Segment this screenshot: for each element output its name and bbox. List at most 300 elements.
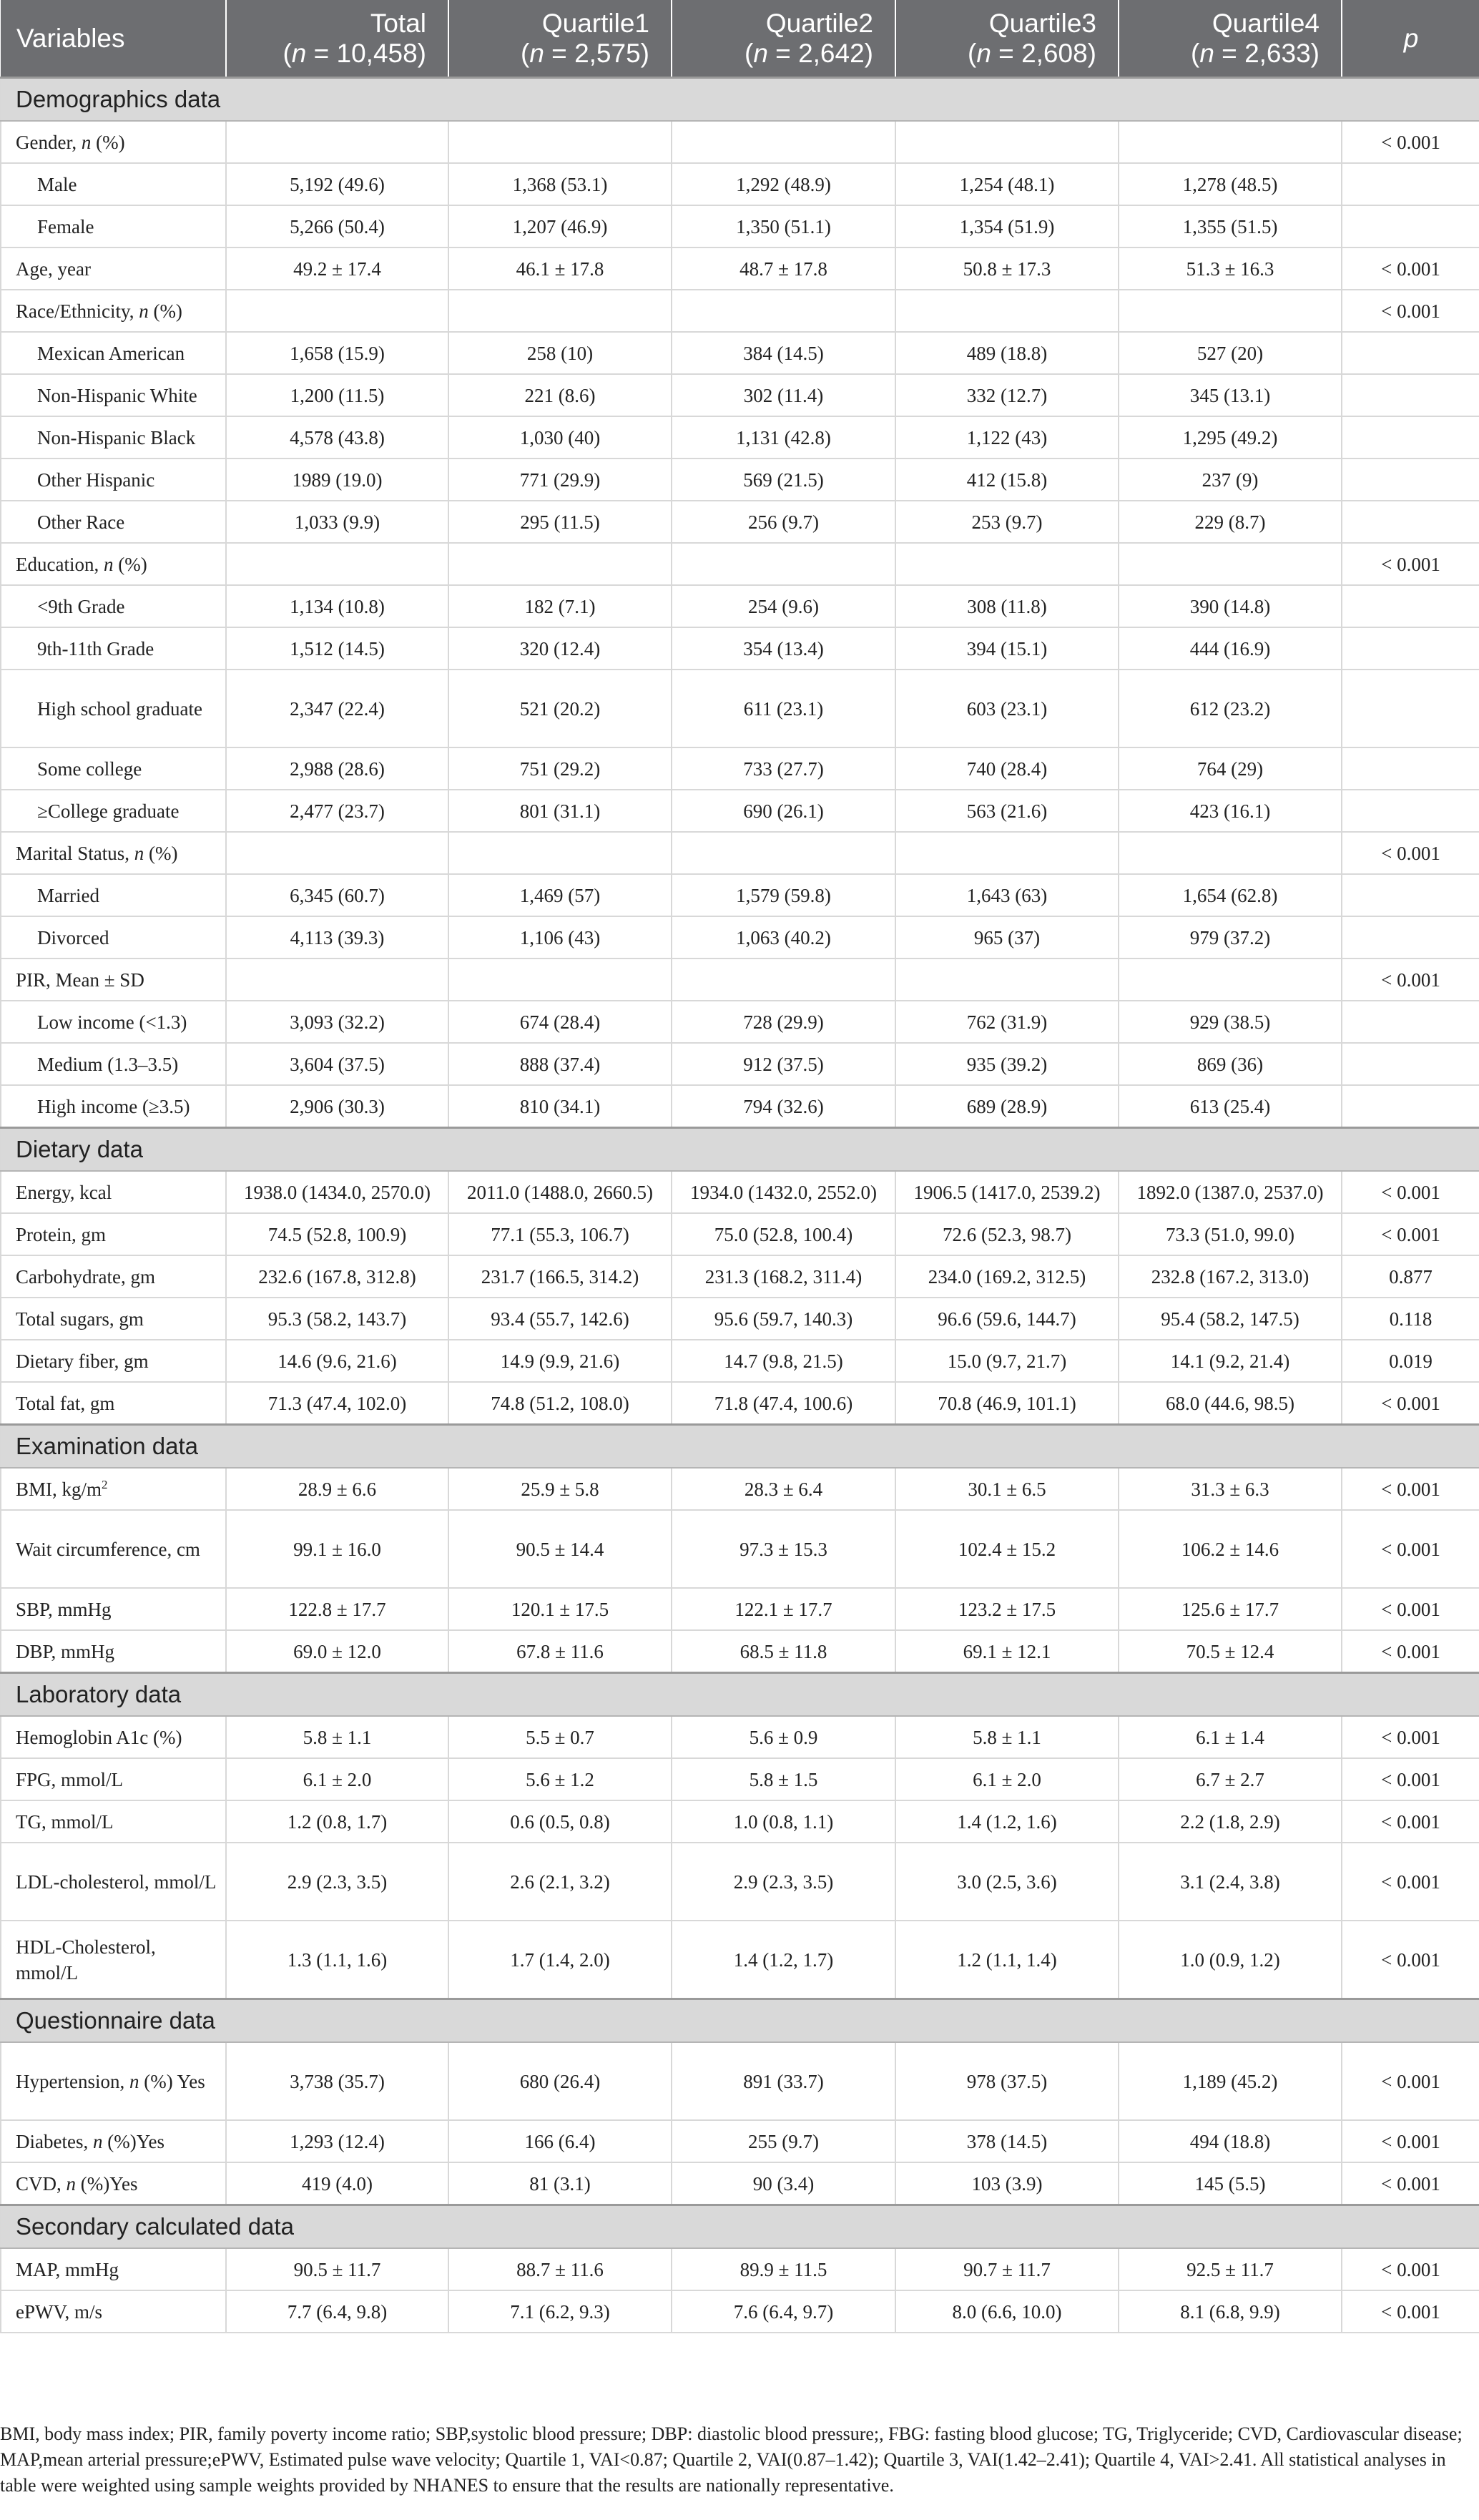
row-label: [1, 332, 226, 374]
value-cell: 345 (13.1): [1119, 374, 1342, 416]
table-row: [1, 1382, 1479, 1425]
p-value-cell: < 0.001: [1342, 2120, 1479, 2162]
p-value-cell: < 0.001: [1342, 290, 1479, 332]
value-cell: 3,738 (35.7): [226, 2042, 448, 2120]
value-cell: 232.8 (167.2, 313.0): [1119, 1255, 1342, 1298]
p-value-cell: < 0.001: [1342, 1510, 1479, 1588]
value-cell: 1,292 (48.9): [672, 163, 895, 205]
row-label-text: Wait circumference, cm: [16, 1538, 200, 1560]
table-row: [1, 2248, 1479, 2290]
p-value-cell: < 0.001: [1342, 1171, 1479, 1213]
value-cell: 70.8 (46.9, 101.1): [895, 1382, 1119, 1425]
header-total: Total (n = 10,458): [226, 0, 448, 78]
table-row: [1, 1171, 1479, 1213]
value-cell: 2,477 (23.7): [226, 790, 448, 832]
table-row: [1, 1588, 1479, 1630]
header-quartile4: Quartile4 (n = 2,633): [1119, 0, 1342, 78]
header-p: p: [1342, 0, 1479, 78]
value-cell: 1,122 (43): [895, 416, 1119, 459]
value-cell: 15.0 (9.7, 21.7): [895, 1340, 1119, 1382]
value-cell: 603 (23.1): [895, 670, 1119, 747]
value-cell: 1.0 (0.8, 1.1): [672, 1800, 895, 1843]
row-label: [1, 2120, 226, 2162]
row-label: [1, 1843, 226, 1921]
p-value-cell: 0.877: [1342, 1255, 1479, 1298]
value-cell: 255 (9.7): [672, 2120, 895, 2162]
value-cell: 419 (4.0): [226, 2162, 448, 2205]
row-label-text: Other Race: [37, 511, 125, 533]
value-cell: 1,030 (40): [448, 416, 672, 459]
value-cell: 762 (31.9): [895, 1001, 1119, 1043]
table-row: [1, 916, 1479, 959]
section-header-row: [1, 1673, 1479, 1717]
value-cell: 3.0 (2.5, 3.6): [895, 1843, 1119, 1921]
value-cell: 123.2 ± 17.5: [895, 1588, 1119, 1630]
value-cell: 521 (20.2): [448, 670, 672, 747]
p-value-cell: < 0.001: [1342, 1716, 1479, 1758]
value-cell: 1.4 (1.2, 1.7): [672, 1921, 895, 1999]
row-label-text: Married: [37, 884, 99, 906]
value-cell: 6.1 ± 1.4: [1119, 1716, 1342, 1758]
value-cell: 14.6 (9.6, 21.6): [226, 1340, 448, 1382]
row-label: [1, 747, 226, 790]
table-row: [1, 290, 1479, 332]
value-cell: 229 (8.7): [1119, 501, 1342, 543]
p-value-cell: 0.019: [1342, 1340, 1479, 1382]
value-cell: 5.8 ± 1.5: [672, 1758, 895, 1800]
value-cell: 232.6 (167.8, 312.8): [226, 1255, 448, 1298]
value-cell: 68.5 ± 11.8: [672, 1630, 895, 1673]
value-cell: 2,988 (28.6): [226, 747, 448, 790]
row-label: [1, 1630, 226, 1673]
value-cell: 14.1 (9.2, 21.4): [1119, 1340, 1342, 1382]
row-label: [1, 1382, 226, 1425]
row-label-text: MAP, mmHg: [16, 2258, 119, 2280]
section-title: Demographics data: [1, 78, 1479, 122]
row-label: [1, 1340, 226, 1382]
value-cell: 49.2 ± 17.4: [226, 247, 448, 290]
value-cell: 929 (38.5): [1119, 1001, 1342, 1043]
p-value-cell: < 0.001: [1342, 1800, 1479, 1843]
value-cell: 612 (23.2): [1119, 670, 1342, 747]
value-cell: 2.9 (2.3, 3.5): [672, 1843, 895, 1921]
row-label-text: ePWV, m/s: [16, 2300, 103, 2323]
value-cell: 71.8 (47.4, 100.6): [672, 1382, 895, 1425]
value-cell: 237 (9): [1119, 459, 1342, 501]
row-label: [1, 1800, 226, 1843]
table-row: [1, 1255, 1479, 1298]
table-row: [1, 163, 1479, 205]
value-cell: 1938.0 (1434.0, 2570.0): [226, 1171, 448, 1213]
value-cell: 689 (28.9): [895, 1085, 1119, 1128]
value-cell: 1892.0 (1387.0, 2537.0): [1119, 1171, 1342, 1213]
value-cell: 74.5 (52.8, 100.9): [226, 1213, 448, 1255]
value-cell: 1,368 (53.1): [448, 163, 672, 205]
section-title: Secondary calculated data: [1, 2205, 1479, 2249]
p-value-cell: < 0.001: [1342, 1758, 1479, 1800]
value-cell: 67.8 ± 11.6: [448, 1630, 672, 1673]
header-quartile1: Quartile1 (n = 2,575): [448, 0, 672, 78]
row-label: [1, 1588, 226, 1630]
p-value-cell: < 0.001: [1342, 2042, 1479, 2120]
row-label-text: HDL-Cholesterol, mmol/L: [16, 1936, 156, 1984]
p-value-cell: < 0.001: [1342, 2290, 1479, 2333]
row-label: [1, 1758, 226, 1800]
p-value-cell: < 0.001: [1342, 1213, 1479, 1255]
value-cell: 99.1 ± 16.0: [226, 1510, 448, 1588]
p-value-cell: [1342, 163, 1479, 205]
value-cell: 6.1 ± 2.0: [895, 1758, 1119, 1800]
value-cell: 1989 (19.0): [226, 459, 448, 501]
value-cell: 2.2 (1.8, 2.9): [1119, 1800, 1342, 1843]
value-cell: 891 (33.7): [672, 2042, 895, 2120]
value-cell: 46.1 ± 17.8: [448, 247, 672, 290]
row-label-text: Mexican American: [37, 342, 185, 364]
p-value-cell: [1342, 501, 1479, 543]
value-cell: 74.8 (51.2, 108.0): [448, 1382, 672, 1425]
value-cell: 122.1 ± 17.7: [672, 1588, 895, 1630]
value-cell: 1.7 (1.4, 2.0): [448, 1921, 672, 1999]
value-cell: 5,266 (50.4): [226, 205, 448, 247]
row-label: [1, 416, 226, 459]
row-label: [1, 1043, 226, 1085]
p-value-cell: [1342, 1001, 1479, 1043]
table-row: [1, 747, 1479, 790]
value-cell: 494 (18.8): [1119, 2120, 1342, 2162]
value-cell: 444 (16.9): [1119, 627, 1342, 670]
value-cell: 90.5 ± 14.4: [448, 1510, 672, 1588]
value-cell: 102.4 ± 15.2: [895, 1510, 1119, 1588]
table-row: [1, 959, 1479, 1001]
value-cell: [226, 290, 448, 332]
row-label: [1, 2042, 226, 2120]
table-row: [1, 832, 1479, 874]
p-value-cell: < 0.001: [1342, 1468, 1479, 1510]
row-label: [1, 874, 226, 916]
row-label-text: ≥College graduate: [37, 800, 180, 822]
table-row: [1, 790, 1479, 832]
value-cell: [895, 290, 1119, 332]
value-cell: [1119, 959, 1342, 1001]
value-cell: 90.7 ± 11.7: [895, 2248, 1119, 2290]
value-cell: 0.6 (0.5, 0.8): [448, 1800, 672, 1843]
value-cell: 740 (28.4): [895, 747, 1119, 790]
value-cell: 103 (3.9): [895, 2162, 1119, 2205]
row-label-text: Marital Status,: [16, 842, 134, 864]
value-cell: 234.0 (169.2, 312.5): [895, 1255, 1119, 1298]
value-cell: 302 (11.4): [672, 374, 895, 416]
row-label-suffix: (%): [148, 300, 182, 322]
row-label: [1, 501, 226, 543]
value-cell: 378 (14.5): [895, 2120, 1119, 2162]
value-cell: [448, 290, 672, 332]
p-value-cell: < 0.001: [1342, 959, 1479, 1001]
value-cell: 2,347 (22.4): [226, 670, 448, 747]
value-cell: 31.3 ± 6.3: [1119, 1468, 1342, 1510]
row-label-text: Non-Hispanic Black: [37, 426, 196, 448]
table-row: [1, 874, 1479, 916]
row-label: [1, 247, 226, 290]
value-cell: 48.7 ± 17.8: [672, 247, 895, 290]
p-value-cell: < 0.001: [1342, 2248, 1479, 2290]
table-row: [1, 627, 1479, 670]
row-label: [1, 1510, 226, 1588]
value-cell: 1.0 (0.9, 1.2): [1119, 1921, 1342, 1999]
row-label-text: Medium (1.3–3.5): [37, 1053, 179, 1075]
table-row: [1, 205, 1479, 247]
value-cell: 7.6 (6.4, 9.7): [672, 2290, 895, 2333]
section-header-row: [1, 2205, 1479, 2249]
value-cell: [448, 543, 672, 585]
value-cell: 1,063 (40.2): [672, 916, 895, 959]
value-cell: 120.1 ± 17.5: [448, 1588, 672, 1630]
value-cell: 771 (29.9): [448, 459, 672, 501]
row-label-text: Some college: [37, 758, 142, 780]
value-cell: 90.5 ± 11.7: [226, 2248, 448, 2290]
table-row: [1, 1468, 1479, 1510]
section-header-row: [1, 78, 1479, 122]
row-label-text: PIR, Mean ± SD: [16, 969, 144, 991]
value-cell: 1.2 (1.1, 1.4): [895, 1921, 1119, 1999]
value-cell: 888 (37.4): [448, 1043, 672, 1085]
row-label: [1, 2162, 226, 2205]
value-cell: 231.7 (166.5, 314.2): [448, 1255, 672, 1298]
value-cell: 70.5 ± 12.4: [1119, 1630, 1342, 1673]
row-label-text: Divorced: [37, 926, 109, 948]
value-cell: 680 (26.4): [448, 2042, 672, 2120]
value-cell: 88.7 ± 11.6: [448, 2248, 672, 2290]
row-label-text: Female: [37, 215, 94, 237]
value-cell: 1.3 (1.1, 1.6): [226, 1921, 448, 1999]
table-row: [1, 1213, 1479, 1255]
row-label-text: SBP, mmHg: [16, 1598, 112, 1620]
value-cell: 254 (9.6): [672, 585, 895, 627]
table-row: [1, 1800, 1479, 1843]
p-value-cell: [1342, 332, 1479, 374]
row-label-text: 9th-11th Grade: [37, 637, 154, 660]
value-cell: 6.1 ± 2.0: [226, 1758, 448, 1800]
value-cell: 2011.0 (1488.0, 2660.5): [448, 1171, 672, 1213]
row-label: [1, 374, 226, 416]
p-value-cell: [1342, 205, 1479, 247]
value-cell: 5,192 (49.6): [226, 163, 448, 205]
value-cell: 93.4 (55.7, 142.6): [448, 1298, 672, 1340]
section-header-row: [1, 1425, 1479, 1469]
row-label-text: Diabetes,: [16, 2130, 93, 2152]
value-cell: 125.6 ± 17.7: [1119, 1588, 1342, 1630]
row-label: [1, 916, 226, 959]
p-value-cell: < 0.001: [1342, 832, 1479, 874]
row-label: [1, 1085, 226, 1128]
p-value-cell: [1342, 585, 1479, 627]
table-row: [1, 2162, 1479, 2205]
section-title: Examination data: [1, 1425, 1479, 1469]
table-row: [1, 1921, 1479, 1999]
row-label-text: CVD,: [16, 2172, 67, 2195]
table-row: [1, 1001, 1479, 1043]
p-value-cell: < 0.001: [1342, 1630, 1479, 1673]
row-label: [1, 1171, 226, 1213]
value-cell: 810 (34.1): [448, 1085, 672, 1128]
value-cell: [1119, 121, 1342, 163]
value-cell: 30.1 ± 6.5: [895, 1468, 1119, 1510]
row-label: [1, 543, 226, 585]
row-label: [1, 205, 226, 247]
value-cell: 1,654 (62.8): [1119, 874, 1342, 916]
value-cell: [1119, 543, 1342, 585]
value-cell: 390 (14.8): [1119, 585, 1342, 627]
row-label-text: Hemoglobin A1c (%): [16, 1726, 182, 1748]
value-cell: 1,254 (48.1): [895, 163, 1119, 205]
value-cell: 90 (3.4): [672, 2162, 895, 2205]
value-cell: 3,093 (32.2): [226, 1001, 448, 1043]
value-cell: 28.3 ± 6.4: [672, 1468, 895, 1510]
value-cell: 412 (15.8): [895, 459, 1119, 501]
p-value-cell: [1342, 747, 1479, 790]
row-label: [1, 670, 226, 747]
value-cell: 5.6 ± 1.2: [448, 1758, 672, 1800]
p-value-cell: < 0.001: [1342, 1843, 1479, 1921]
row-label-text: FPG, mmol/L: [16, 1768, 124, 1790]
value-cell: 1934.0 (1432.0, 2552.0): [672, 1171, 895, 1213]
value-cell: 75.0 (52.8, 100.4): [672, 1213, 895, 1255]
value-cell: 69.0 ± 12.0: [226, 1630, 448, 1673]
row-label: [1, 1921, 226, 1999]
row-label: [1, 1468, 226, 1510]
table-row: [1, 1843, 1479, 1921]
table-row: [1, 1630, 1479, 1673]
value-cell: 912 (37.5): [672, 1043, 895, 1085]
table-row: [1, 1340, 1479, 1382]
value-cell: 394 (15.1): [895, 627, 1119, 670]
row-label-text: Other Hispanic: [37, 469, 155, 491]
value-cell: 1,579 (59.8): [672, 874, 895, 916]
row-label-italic: n: [134, 842, 144, 864]
value-cell: 2.9 (2.3, 3.5): [226, 1843, 448, 1921]
row-label: [1, 1716, 226, 1758]
p-value-cell: [1342, 1085, 1479, 1128]
value-cell: 106.2 ± 14.6: [1119, 1510, 1342, 1588]
p-value-cell: [1342, 416, 1479, 459]
row-label-text: Gender,: [16, 131, 82, 153]
value-cell: 182 (7.1): [448, 585, 672, 627]
value-cell: 764 (29): [1119, 747, 1342, 790]
table-row: [1, 2290, 1479, 2333]
p-value-cell: [1342, 874, 1479, 916]
header-row: [1, 0, 1479, 78]
value-cell: 1,512 (14.5): [226, 627, 448, 670]
table-row: [1, 2042, 1479, 2120]
row-label-suffix: (%)Yes: [76, 2172, 138, 2195]
value-cell: 28.9 ± 6.6: [226, 1468, 448, 1510]
value-cell: [1119, 290, 1342, 332]
table-row: [1, 1510, 1479, 1588]
value-cell: 6,345 (60.7): [226, 874, 448, 916]
value-cell: 1,643 (63): [895, 874, 1119, 916]
value-cell: [226, 959, 448, 1001]
p-value-cell: [1342, 670, 1479, 747]
row-label-suffix: (%) Yes: [139, 2070, 205, 2092]
value-cell: 1.4 (1.2, 1.6): [895, 1800, 1119, 1843]
value-cell: [226, 543, 448, 585]
row-label-text: BMI, kg/m: [16, 1478, 102, 1500]
row-label-text: DBP, mmHg: [16, 1640, 115, 1662]
value-cell: 4,578 (43.8): [226, 416, 448, 459]
value-cell: 489 (18.8): [895, 332, 1119, 374]
value-cell: 5.8 ± 1.1: [226, 1716, 448, 1758]
p-value-cell: < 0.001: [1342, 1382, 1479, 1425]
row-label-text: Hypertension,: [16, 2070, 129, 2092]
row-label-italic: n: [139, 300, 149, 322]
value-cell: 1,469 (57): [448, 874, 672, 916]
p-value-cell: < 0.001: [1342, 1588, 1479, 1630]
value-cell: [895, 543, 1119, 585]
value-cell: 256 (9.7): [672, 501, 895, 543]
row-label-text: Protein, gm: [16, 1223, 106, 1245]
value-cell: 869 (36): [1119, 1043, 1342, 1085]
value-cell: 1,354 (51.9): [895, 205, 1119, 247]
section-header-row: [1, 1999, 1479, 2043]
p-value-cell: [1342, 627, 1479, 670]
table-row: [1, 501, 1479, 543]
p-value-cell: < 0.001: [1342, 543, 1479, 585]
row-label-superscript: 2: [102, 1477, 108, 1491]
value-cell: 384 (14.5): [672, 332, 895, 374]
row-label-text: Male: [37, 173, 77, 195]
p-value-cell: [1342, 459, 1479, 501]
value-cell: 7.7 (6.4, 9.8): [226, 2290, 448, 2333]
value-cell: 690 (26.1): [672, 790, 895, 832]
value-cell: 1,293 (12.4): [226, 2120, 448, 2162]
value-cell: 166 (6.4): [448, 2120, 672, 2162]
table-row: [1, 459, 1479, 501]
value-cell: 1,200 (11.5): [226, 374, 448, 416]
value-cell: 4,113 (39.3): [226, 916, 448, 959]
row-label-text: Dietary fiber, gm: [16, 1350, 149, 1372]
row-label-text: High income (≥3.5): [37, 1095, 190, 1117]
row-label-text: Race/Ethnicity,: [16, 300, 139, 322]
value-cell: 7.1 (6.2, 9.3): [448, 2290, 672, 2333]
row-label: [1, 1298, 226, 1340]
row-label: [1, 1213, 226, 1255]
row-label: [1, 2248, 226, 2290]
value-cell: 1,134 (10.8): [226, 585, 448, 627]
value-cell: [895, 959, 1119, 1001]
p-value-cell: [1342, 790, 1479, 832]
value-cell: 1,131 (42.8): [672, 416, 895, 459]
value-cell: 295 (11.5): [448, 501, 672, 543]
value-cell: 50.8 ± 17.3: [895, 247, 1119, 290]
value-cell: 73.3 (51.0, 99.0): [1119, 1213, 1342, 1255]
table-row: [1, 374, 1479, 416]
row-label-suffix: (%)Yes: [102, 2130, 164, 2152]
value-cell: 25.9 ± 5.8: [448, 1468, 672, 1510]
p-value-cell: < 0.001: [1342, 2162, 1479, 2205]
header-quartile3: Quartile3 (n = 2,608): [895, 0, 1119, 78]
row-label-text: High school graduate: [37, 697, 202, 720]
row-label-text: <9th Grade: [37, 595, 125, 617]
table-row: [1, 1085, 1479, 1128]
row-label-italic: n: [66, 2172, 77, 2195]
value-cell: 674 (28.4): [448, 1001, 672, 1043]
value-cell: 95.3 (58.2, 143.7): [226, 1298, 448, 1340]
value-cell: [672, 543, 895, 585]
row-label: [1, 959, 226, 1001]
value-cell: 1,658 (15.9): [226, 332, 448, 374]
row-label-text: Total sugars, gm: [16, 1308, 144, 1330]
value-cell: 751 (29.2): [448, 747, 672, 790]
value-cell: 258 (10): [448, 332, 672, 374]
